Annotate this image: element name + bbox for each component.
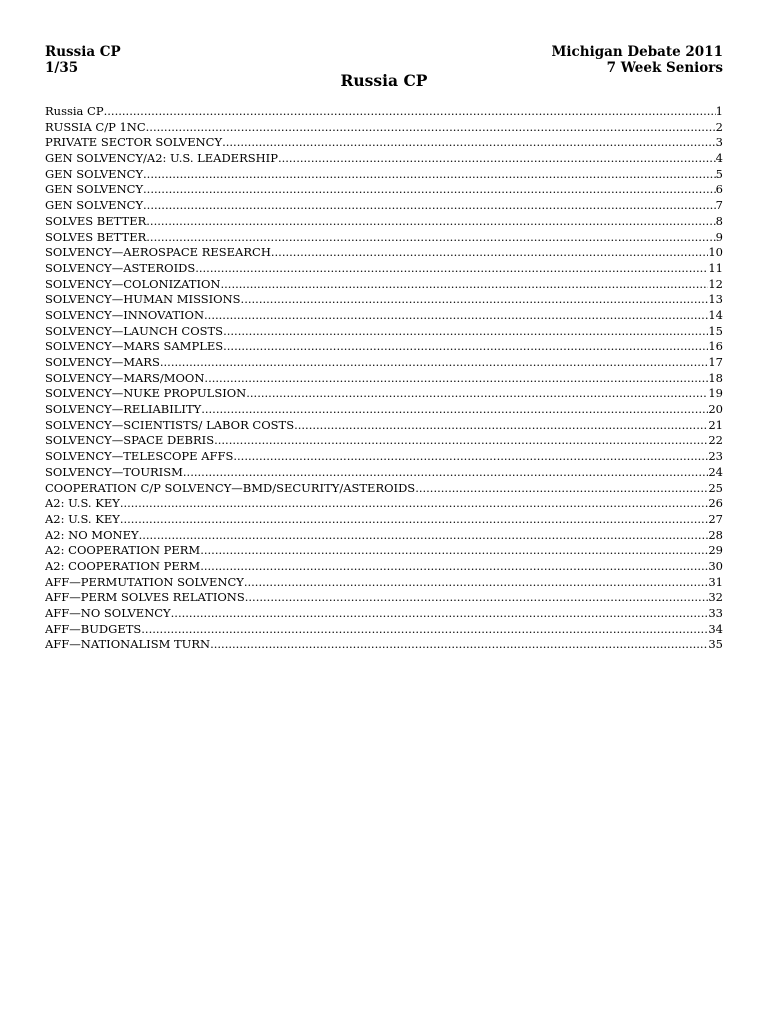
header-left bbox=[45, 44, 121, 76]
header-page-count: 1/35 bbox=[45, 60, 79, 76]
toc-dot-leader bbox=[143, 182, 716, 198]
toc-dot-leader bbox=[244, 575, 709, 591]
toc-dot-leader bbox=[143, 167, 716, 183]
toc-entry-page-number: 18 bbox=[708, 370, 723, 385]
toc-entry[interactable] bbox=[45, 339, 723, 355]
toc-entry-page-number: 4 bbox=[715, 151, 723, 166]
toc-entry[interactable] bbox=[45, 277, 723, 293]
toc-entry[interactable] bbox=[45, 575, 723, 591]
toc-entry-label: SOLVENCY—COLONIZATION bbox=[45, 276, 221, 291]
toc-entry-page-number: 20 bbox=[708, 402, 723, 417]
toc-entry[interactable] bbox=[45, 355, 723, 371]
toc-entry-label: AFF—PERM SOLVES RELATIONS bbox=[45, 590, 245, 605]
toc-entry[interactable] bbox=[45, 433, 723, 449]
toc-entry-page-number: 8 bbox=[715, 213, 723, 228]
toc-entry-label: A2: NO MONEY bbox=[45, 527, 139, 542]
toc-entry-page-number: 27 bbox=[708, 511, 723, 526]
toc-dot-leader bbox=[201, 402, 708, 418]
toc-entry-label: A2: U.S. KEY bbox=[45, 511, 120, 526]
toc-entry-label: SOLVENCY—MARS SAMPLES bbox=[45, 339, 224, 354]
toc-entry-label: SOLVENCY—NUKE PROPULSION bbox=[45, 386, 247, 401]
toc-entry-label: SOLVENCY—INNOVATION bbox=[45, 307, 205, 322]
toc-entry[interactable] bbox=[45, 543, 723, 559]
toc-entry-page-number: 7 bbox=[715, 198, 723, 213]
toc-dot-leader bbox=[143, 198, 716, 214]
toc-entry-page-number: 22 bbox=[708, 433, 723, 448]
toc-entry[interactable] bbox=[45, 402, 723, 418]
toc-entry-label: SOLVENCY—LAUNCH COSTS bbox=[45, 323, 224, 338]
toc-entry[interactable] bbox=[45, 198, 723, 214]
toc-entry-label: GEN SOLVENCY bbox=[45, 166, 144, 181]
toc-entry[interactable] bbox=[45, 261, 723, 277]
toc-entry[interactable] bbox=[45, 622, 723, 638]
toc-entry-label: A2: COOPERATION PERM bbox=[45, 543, 201, 558]
toc-entry-label: SOLVENCY—SCIENTISTS/ LABOR COSTS bbox=[45, 417, 295, 432]
header-lab: 7 Week Seniors bbox=[606, 60, 723, 76]
toc-entry-label: PRIVATE SECTOR SOLVENCY bbox=[45, 135, 223, 150]
toc-entry-label: GEN SOLVENCY bbox=[45, 182, 144, 197]
toc-entry[interactable] bbox=[45, 230, 723, 246]
toc-dot-leader bbox=[146, 214, 715, 230]
toc-entry-label: AFF—NO SOLVENCY bbox=[45, 606, 171, 620]
toc-dot-leader bbox=[271, 245, 709, 261]
toc-dot-leader bbox=[139, 528, 709, 544]
toc-dot-leader bbox=[223, 339, 708, 355]
toc-dot-leader bbox=[146, 120, 716, 136]
toc-entry-page-number: 17 bbox=[708, 355, 723, 369]
toc-entry-label: A2: COOPERATION PERM bbox=[45, 558, 201, 573]
toc-dot-leader bbox=[195, 261, 708, 277]
toc-dot-leader bbox=[171, 606, 709, 622]
toc-entry-page-number: 3 bbox=[715, 135, 723, 150]
toc-entry[interactable] bbox=[45, 590, 723, 606]
toc-dot-leader bbox=[183, 465, 708, 481]
document-title: Russia CP bbox=[340, 71, 428, 90]
toc-entry-label: SOLVENCY—AEROSPACE RESEARCH bbox=[45, 245, 271, 260]
toc-entry-label: Russia CP bbox=[45, 104, 104, 118]
toc-dot-leader bbox=[278, 151, 716, 167]
toc-dot-leader bbox=[104, 104, 716, 120]
toc-dot-leader bbox=[204, 371, 708, 387]
toc-entry-label: SOLVENCY—TELESCOPE AFFS bbox=[45, 449, 234, 464]
toc-entry[interactable] bbox=[45, 496, 723, 512]
toc-entry-page-number: 19 bbox=[708, 386, 723, 401]
toc-entry-label: SOLVENCY—ASTEROIDS bbox=[45, 260, 196, 275]
toc-dot-leader bbox=[222, 135, 716, 151]
toc-entry-page-number: 30 bbox=[708, 558, 723, 573]
header-file-name: Russia CP bbox=[45, 44, 121, 60]
toc-entry-label: SOLVENCY—HUMAN MISSIONS bbox=[45, 292, 241, 307]
toc-dot-leader bbox=[141, 622, 708, 638]
toc-entry-page-number: 2 bbox=[715, 119, 723, 134]
toc-entry-label: A2: U.S. KEY bbox=[45, 496, 120, 511]
toc-entry[interactable] bbox=[45, 151, 723, 167]
toc-entry[interactable] bbox=[45, 104, 723, 120]
toc-entry-label: SOLVENCY—SPACE DEBRIS bbox=[45, 433, 215, 448]
toc-entry-page-number: 26 bbox=[708, 496, 723, 511]
header-right bbox=[551, 44, 723, 76]
toc-entry[interactable] bbox=[45, 481, 723, 497]
toc-entry[interactable] bbox=[45, 167, 723, 183]
toc-dot-leader bbox=[294, 418, 708, 434]
toc-entry-label: AFF—PERMUTATION SOLVENCY bbox=[45, 574, 244, 589]
toc-entry[interactable] bbox=[45, 292, 723, 308]
toc-entry-label: SOLVENCY—MARS/MOON bbox=[45, 370, 205, 385]
toc-dot-leader bbox=[415, 481, 708, 497]
toc-entry-page-number: 1 bbox=[715, 104, 723, 118]
toc-entry[interactable] bbox=[45, 371, 723, 387]
toc-entry[interactable] bbox=[45, 512, 723, 528]
toc-entry-page-number: 5 bbox=[715, 166, 723, 181]
toc-dot-leader bbox=[246, 386, 708, 402]
table-of-contents bbox=[45, 104, 723, 653]
toc-dot-leader bbox=[233, 449, 708, 465]
toc-entry-page-number: 12 bbox=[708, 276, 723, 291]
toc-entry-page-number: 29 bbox=[708, 543, 723, 558]
toc-entry[interactable] bbox=[45, 182, 723, 198]
toc-dot-leader bbox=[245, 590, 709, 606]
document-page bbox=[45, 44, 723, 653]
toc-entry-page-number: 6 bbox=[715, 182, 723, 197]
toc-entry-label: SOLVES BETTER bbox=[45, 229, 147, 244]
toc-entry[interactable] bbox=[45, 528, 723, 544]
toc-entry-page-number: 34 bbox=[708, 621, 723, 636]
header-institute: Michigan Debate 2011 bbox=[551, 44, 723, 60]
toc-dot-leader bbox=[200, 559, 708, 575]
toc-entry-page-number: 10 bbox=[708, 245, 723, 260]
toc-entry-page-number: 31 bbox=[708, 574, 723, 589]
toc-entry-page-number: 28 bbox=[708, 527, 723, 542]
toc-entry-page-number: 13 bbox=[708, 292, 723, 307]
toc-entry[interactable] bbox=[45, 386, 723, 402]
toc-entry-page-number: 9 bbox=[715, 229, 723, 244]
toc-entry[interactable] bbox=[45, 308, 723, 324]
toc-entry-label: SOLVENCY—RELIABILITY bbox=[45, 402, 202, 417]
toc-dot-leader bbox=[204, 308, 708, 324]
toc-entry-page-number: 32 bbox=[708, 590, 723, 605]
toc-entry-label: SOLVENCY—MARS bbox=[45, 355, 160, 369]
toc-entry-page-number: 15 bbox=[708, 323, 723, 338]
toc-entry-page-number: 25 bbox=[708, 480, 723, 495]
toc-entry[interactable] bbox=[45, 135, 723, 151]
toc-entry-page-number: 11 bbox=[708, 260, 723, 275]
toc-dot-leader bbox=[241, 292, 709, 308]
toc-dot-leader bbox=[223, 324, 708, 340]
toc-entry-page-number: 35 bbox=[708, 637, 723, 652]
toc-dot-leader bbox=[120, 496, 709, 512]
toc-dot-leader bbox=[120, 512, 709, 528]
toc-entry-label: SOLVES BETTER bbox=[45, 213, 147, 228]
toc-entry[interactable] bbox=[45, 418, 723, 434]
toc-entry-page-number: 16 bbox=[708, 339, 723, 354]
toc-dot-leader bbox=[146, 230, 715, 246]
toc-entry[interactable] bbox=[45, 120, 723, 136]
toc-entry[interactable] bbox=[45, 449, 723, 465]
toc-dot-leader bbox=[160, 355, 709, 371]
toc-entry-label: RUSSIA C/P 1NC bbox=[45, 119, 146, 134]
toc-entry[interactable] bbox=[45, 606, 723, 622]
toc-entry[interactable] bbox=[45, 637, 723, 653]
toc-entry-label: SOLVENCY—TOURISM bbox=[45, 464, 183, 479]
toc-entry-page-number: 14 bbox=[708, 307, 723, 322]
toc-entry-label: GEN SOLVENCY/A2: U.S. LEADERSHIP bbox=[45, 151, 278, 166]
toc-dot-leader bbox=[221, 277, 709, 293]
toc-entry[interactable] bbox=[45, 324, 723, 340]
toc-entry[interactable] bbox=[45, 559, 723, 575]
toc-entry-page-number: 24 bbox=[708, 464, 723, 479]
toc-entry[interactable] bbox=[45, 465, 723, 481]
toc-entry-label: GEN SOLVENCY bbox=[45, 198, 144, 213]
toc-dot-leader bbox=[200, 543, 708, 559]
toc-entry-label: COOPERATION C/P SOLVENCY—BMD/SECURITY/ASTEROIDS bbox=[45, 480, 416, 495]
toc-entry-page-number: 23 bbox=[708, 449, 723, 464]
toc-entry-page-number: 33 bbox=[708, 606, 723, 620]
toc-entry-page-number: 21 bbox=[708, 417, 723, 432]
toc-dot-leader bbox=[210, 637, 708, 653]
toc-entry[interactable] bbox=[45, 245, 723, 261]
toc-entry-label: AFF—BUDGETS bbox=[45, 621, 142, 636]
toc-entry[interactable] bbox=[45, 214, 723, 230]
toc-dot-leader bbox=[214, 433, 708, 449]
toc-entry-label: AFF—NATIONALISM TURN bbox=[45, 637, 211, 652]
